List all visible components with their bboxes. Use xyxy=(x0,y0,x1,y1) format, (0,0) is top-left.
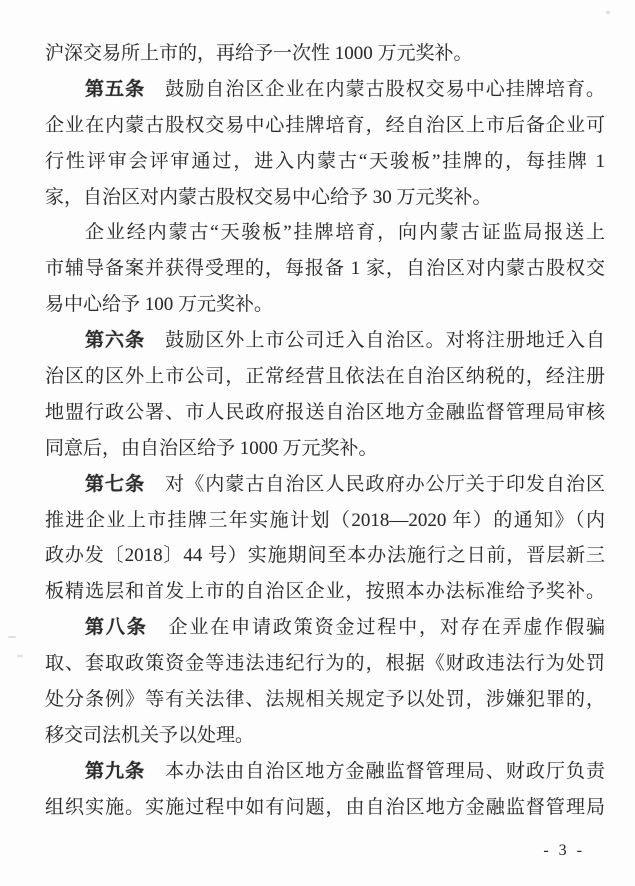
page-number: - 3 - xyxy=(543,842,585,859)
document-text xyxy=(45,36,605,826)
article-number: 第九条 xyxy=(85,760,146,782)
text-line: 家，自治区对内蒙古股权交易中心给予 30 万元奖补。 xyxy=(45,186,492,208)
text-line: 第八条 企业在申请政策资金过程中，对存在弄虚作假骗 xyxy=(85,617,605,639)
text-line: 企业经内蒙古“天骏板”挂牌培育，向内蒙古证监局报送上 xyxy=(85,222,605,244)
scan-speck xyxy=(17,655,23,657)
text-line: 政办发〔2018〕44 号）实施期间至本办法施行之日前，晋层新三 xyxy=(45,545,605,567)
text-line: 治区的区外上市公司，正常经营且依法在自治区纳税的，经注册 xyxy=(45,366,605,388)
text-line: 行性评审会评审通过，进入内蒙古“天骏板”挂牌的，每挂牌 1 xyxy=(45,150,605,172)
text-line: 第五条 鼓励自治区企业在内蒙古股权交易中心挂牌培育。 xyxy=(85,78,605,100)
scan-speck xyxy=(8,636,16,638)
article-number: 第六条 xyxy=(85,330,146,352)
text-line: 组织实施。实施过程中如有问题，由自治区地方金融监督管理局 xyxy=(45,796,605,818)
text-line: 第九条 本办法由自治区地方金融监督管理局、财政厅负责 xyxy=(85,760,605,782)
article-number: 第八条 xyxy=(85,617,148,639)
text-line: 企业在内蒙古股权交易中心挂牌培育，经自治区上市后备企业可 xyxy=(45,114,605,136)
text-line: 处分条例》等有关法律、法规相关规定予以处罚，涉嫌犯罪的， xyxy=(45,689,605,711)
text-line: 第六条 鼓励区外上市公司迁入自治区。对将注册地迁入自 xyxy=(85,330,605,352)
text-line: 取、套取政策资金等违法违纪行为的，根据《财政违法行为处罚 xyxy=(45,653,605,675)
text-line: 沪深交易所上市的，再给予一次性 1000 万元奖补。 xyxy=(45,43,473,64)
text-line: 易中心给予 100 万元奖补。 xyxy=(45,294,274,316)
text-line: 移交司法机关予以处理。 xyxy=(45,724,255,746)
scan-speck xyxy=(606,11,610,14)
article-number: 第五条 xyxy=(85,78,146,100)
text-line: 地盟行政公署、市人民政府报送自治区地方金融监督管理局审核 xyxy=(45,401,605,423)
text-line: 第七条 对《内蒙古自治区人民政府办公厅关于印发自治区 xyxy=(85,473,605,495)
article-number: 第七条 xyxy=(85,473,146,495)
text-line: 同意后，由自治区给予 1000 万元奖补。 xyxy=(45,437,378,459)
text-line: 板精选层和首发上市的自治区企业，按照本办法标准给予奖补。 xyxy=(45,581,605,603)
text-line: 市辅导备案并获得受理的，每报备 1 家，自治区对内蒙古股权交 xyxy=(45,258,605,280)
text-line: 推进企业上市挂牌三年实施计划（2018—2020 年）的通知》（内 xyxy=(45,509,605,531)
